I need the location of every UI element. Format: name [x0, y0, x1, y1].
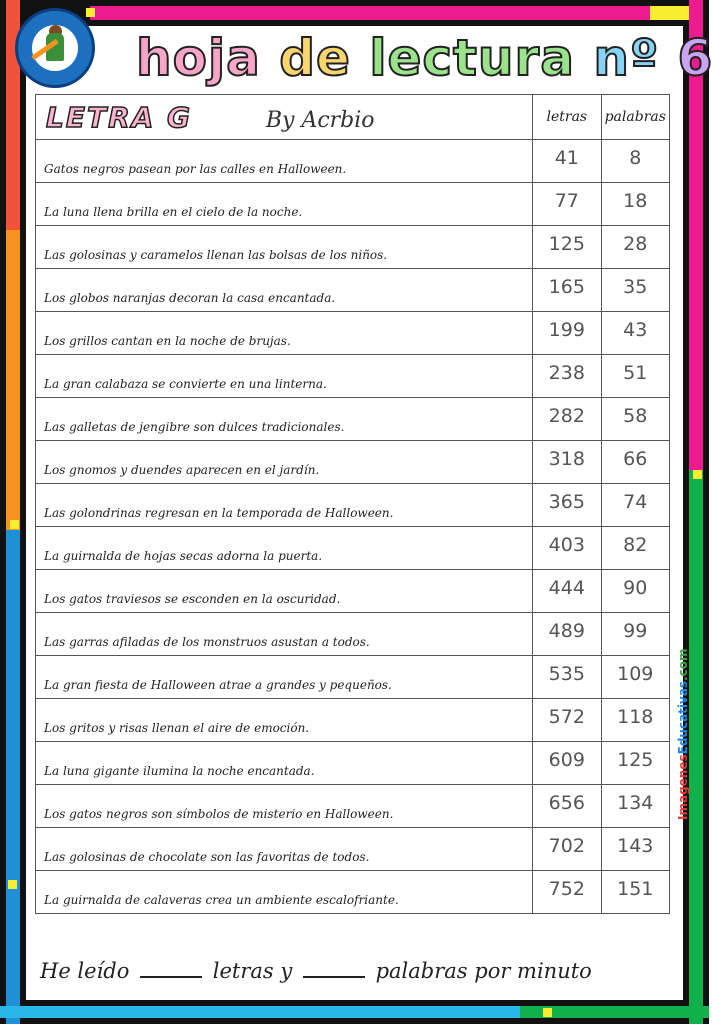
table-row	[36, 226, 670, 269]
words-count-cell: 35	[601, 269, 669, 312]
sentence-cell: La guirnalda de hojas secas adorna la puerta.	[36, 527, 533, 570]
letters-count-cell: 318	[533, 441, 601, 484]
frame-square	[10, 520, 19, 529]
frame-bar	[6, 230, 20, 530]
title-part: de	[279, 29, 370, 87]
sentence-cell: Los grillos cantan en la noche de brujas.	[36, 312, 533, 355]
words-count-cell: 18	[601, 183, 669, 226]
letters-count-cell: 702	[533, 828, 601, 871]
table-row	[36, 828, 670, 871]
table-row	[36, 656, 670, 699]
table-row	[36, 785, 670, 828]
words-count-cell: 143	[601, 828, 669, 871]
table-row	[36, 140, 670, 183]
words-count-cell: 118	[601, 699, 669, 742]
frame-square	[543, 1008, 552, 1017]
words-count-cell: 151	[601, 871, 669, 914]
page-title	[136, 22, 713, 94]
sentence-cell: Los gatos negros son símbolos de misterio en Halloween.	[36, 785, 533, 828]
reading-table	[35, 94, 670, 914]
title-part: nº	[593, 29, 678, 87]
reading-result-line	[40, 958, 660, 983]
table-row	[36, 527, 670, 570]
letters-count-cell: 609	[533, 742, 601, 785]
frame-bar	[90, 6, 650, 20]
sentence-cell: Los gatos traviesos se esconden en la oscuridad.	[36, 570, 533, 613]
table-row	[36, 183, 670, 226]
credit-part: Imagenes	[676, 754, 690, 820]
table-row	[36, 613, 670, 656]
letters-count-cell: 165	[533, 269, 601, 312]
sentence-cell: Las golosinas y caramelos llenan las bolsas de los niños.	[36, 226, 533, 269]
letters-count-cell: 125	[533, 226, 601, 269]
words-count-cell: 58	[601, 398, 669, 441]
sentence-cell: Los globos naranjas decoran la casa encantada.	[36, 269, 533, 312]
sentence-cell: La luna llena brilla en el cielo de la noche.	[36, 183, 533, 226]
sentence-cell: Las golosinas de chocolate son las favoritas de todos.	[36, 828, 533, 871]
sentence-cell: Las garras afiladas de los monstruos asustan a todos.	[36, 613, 533, 656]
frame-bar	[6, 530, 20, 1024]
column-header-letters: letras	[533, 95, 601, 140]
title-part: 6	[677, 29, 713, 87]
words-count-cell: 43	[601, 312, 669, 355]
words-count-cell: 90	[601, 570, 669, 613]
table-row	[36, 398, 670, 441]
table-row	[36, 355, 670, 398]
letters-count-cell: 77	[533, 183, 601, 226]
letters-count-cell: 752	[533, 871, 601, 914]
letters-count-cell: 403	[533, 527, 601, 570]
letters-count-cell: 282	[533, 398, 601, 441]
table-row	[36, 742, 670, 785]
table-row	[36, 871, 670, 914]
frame-bar	[0, 1006, 520, 1018]
table-row	[36, 441, 670, 484]
words-count-cell: 8	[601, 140, 669, 183]
frame-square	[693, 470, 702, 479]
table-row	[36, 699, 670, 742]
words-count-cell: 74	[601, 484, 669, 527]
letters-count-cell: 238	[533, 355, 601, 398]
table-row	[36, 269, 670, 312]
words-count-cell: 109	[601, 656, 669, 699]
sentence-cell: La luna gigante ilumina la noche encantada.	[36, 742, 533, 785]
frame-square	[86, 8, 95, 17]
frame-square	[8, 880, 17, 889]
table-row	[36, 570, 670, 613]
footer-text: He leído	[40, 959, 130, 983]
letters-blank[interactable]	[140, 958, 202, 978]
sentence-cell: La guirnalda de calaveras crea un ambiente escalofriante.	[36, 871, 533, 914]
sentence-cell: Los gnomos y duendes aparecen en el jardín.	[36, 441, 533, 484]
letters-count-cell: 489	[533, 613, 601, 656]
header-label-cell	[36, 95, 533, 140]
words-count-cell: 28	[601, 226, 669, 269]
words-blank[interactable]	[303, 958, 365, 978]
letters-count-cell: 535	[533, 656, 601, 699]
sentence-cell: La gran fiesta de Halloween atrae a grandes y pequeños.	[36, 656, 533, 699]
words-count-cell: 51	[601, 355, 669, 398]
credit-part: Educativas	[676, 680, 690, 755]
letters-count-cell: 572	[533, 699, 601, 742]
words-count-cell: 134	[601, 785, 669, 828]
words-count-cell: 125	[601, 742, 669, 785]
table-header-row	[36, 95, 670, 140]
sentence-cell: Las galletas de jengibre son dulces tradicionales.	[36, 398, 533, 441]
letters-count-cell: 199	[533, 312, 601, 355]
frame-bar	[689, 470, 703, 1024]
column-header-words: palabras	[601, 95, 669, 140]
footer-text: letras y	[212, 959, 293, 983]
sheet-label: LETRA G	[46, 100, 193, 134]
letters-count-cell: 656	[533, 785, 601, 828]
sentence-cell: La gran calabaza se convierte en una linterna.	[36, 355, 533, 398]
letters-count-cell: 365	[533, 484, 601, 527]
sentence-cell: Gatos negros pasean por las calles en Halloween.	[36, 140, 533, 183]
author-logo	[15, 8, 95, 88]
sentence-cell: Los gritos y risas llenan el aire de emoción.	[36, 699, 533, 742]
title-part: lectura	[369, 29, 594, 87]
words-count-cell: 99	[601, 613, 669, 656]
sentence-cell: Las golondrinas regresan en la temporada de Halloween.	[36, 484, 533, 527]
letters-count-cell: 444	[533, 570, 601, 613]
credit-part: .com	[676, 648, 690, 681]
title-part: hoja	[136, 29, 280, 87]
table-row	[36, 484, 670, 527]
words-count-cell: 66	[601, 441, 669, 484]
author-signature: By Acrbio	[265, 107, 375, 133]
footer-text: palabras por minuto	[375, 959, 592, 983]
words-count-cell: 82	[601, 527, 669, 570]
table-row	[36, 312, 670, 355]
letters-count-cell: 41	[533, 140, 601, 183]
